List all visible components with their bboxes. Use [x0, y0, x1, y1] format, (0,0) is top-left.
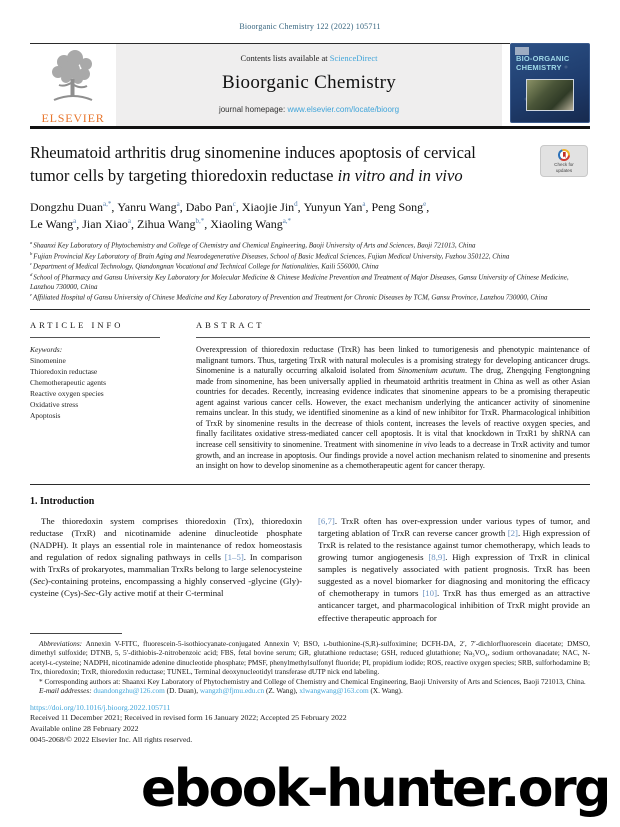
intro-left-column [30, 515, 302, 624]
homepage-prefix: journal homepage: [218, 105, 288, 114]
abstract-segment: . The drug, Zhengqing Fengtongning made from sinomenine, has been universally applied in rheumatoid arthritis treatment in China as well as other Asian countries for decades. Recently, increasing evidence indicates that sinomenine appears to be a promising therapeutic agent against various cancer cells. However, the exact mechanism underlying the anticancer activity of sinomenine remains unclear. In this study, we identified sinomenine as a kind of new inhibitor for TrxR. Pharmacological inhibition of TrxR by sinomenine results in the decrease of thiols content, increases the levels of reactive oxygen species, and finally facilitates oxidative stress-mediated cancer cell apoptosis. It is vital that knockdown in TrxR1 by shRNA can increase cell sensitivity to sinomenine. Treatment with sinomenine [196, 366, 590, 449]
body-text: -Gly active motif at their C-terminal [95, 588, 224, 599]
affiliation [30, 272, 590, 292]
authors-line [30, 199, 530, 234]
doi-link[interactable]: https://doi.org/10.1016/j.bioorg.2022.105711 [30, 702, 171, 712]
author-affil-sup: a,* [282, 216, 292, 225]
affil-text: Department of Medical Technology, Qiandongnan Vocational and Technical College for Nationalities, Kaili 556000, China [33, 262, 379, 271]
journal-cover [510, 43, 590, 126]
keyword-item: Reactive oxygen species [30, 388, 104, 398]
affil-sup: e [30, 291, 33, 297]
article-title-italic: in vitro and in vivo [337, 165, 463, 185]
author-name: Zihua Wang [137, 216, 196, 231]
citation-link[interactable]: [10] [422, 588, 437, 599]
citation-link[interactable]: [2] [507, 527, 518, 538]
author-name: Dongzhu Duan [30, 199, 103, 214]
abstract-column [196, 320, 590, 471]
cover-photo [526, 79, 574, 111]
author-affil-sup: d [294, 199, 298, 208]
elsevier-wordmark: ELSEVIER [41, 111, 105, 125]
journal-homepage-link[interactable]: www.elsevier.com/locate/bioorg [287, 105, 400, 114]
abstract-text [196, 345, 590, 471]
divider [30, 337, 160, 338]
author-name: Peng Song [371, 199, 424, 214]
imprint-block [30, 703, 590, 746]
journal-citation: Bioorganic Chemistry 122 (2022) 105711 [239, 22, 381, 31]
abbreviations-label: Abbreviations: [39, 638, 83, 648]
article-info-column [30, 320, 180, 471]
body-italic: Sec [83, 588, 96, 599]
author [371, 200, 429, 214]
body-text: . In comparison with TrxRs of prokaryotes, mammalian TrxRs belong to large selenocysteine ( [30, 551, 303, 587]
author-affil-sup: a [362, 199, 366, 208]
author [304, 200, 372, 214]
abstract-segment: Overexpression of thioredoxin reductase (TrxR) has been linked to tumorigenesis and phenotypic maintenance of malignant tumors. Thus, targeting TrxR with natural molecules is a promising strategy for developing anticancer drugs. Sinomenine is a naturally occurring alkaloid isolated from [196, 345, 590, 376]
body-text: . TrxR often has over-expression under various types of tumor, and targeting ablation of TrxR can reverse cancer growth [318, 515, 590, 538]
author [186, 200, 242, 214]
journal-cover-image [510, 43, 590, 123]
article-info-heading: ARTICLE INFO [30, 320, 124, 331]
author-name: Yanru Wang [117, 199, 177, 214]
author [242, 200, 304, 214]
author-name: Xiaoling Wang [210, 216, 283, 231]
info-abstract-section [30, 309, 590, 484]
journal-header [30, 43, 590, 129]
affiliation [30, 261, 590, 272]
intro-right-column [318, 515, 590, 624]
author [30, 217, 82, 231]
watermark: ebook-hunter.org [141, 759, 609, 819]
journal-title: Bioorganic Chemistry [222, 72, 396, 93]
abbreviations-note [30, 639, 590, 677]
citation-link[interactable]: [1–5] [224, 551, 244, 562]
elsevier-tree-icon [44, 49, 102, 110]
affil-text: Fujian Provincial Key Laboratory of Brain Aging and Neurodegenerative Diseases, School of Basic Medical Sciences, Fujian Medical University, Fuzhou 350122, China [33, 252, 510, 261]
keyword-item: Thioredoxin reductase [30, 367, 98, 377]
body-text: . TrxR has thus emerged as an attractive anticancer target, and pharmacological inhibition of TrxR might provide an effective therapeutic approach for [318, 588, 590, 623]
check-updates-badge[interactable] [540, 145, 588, 177]
contents-line [124, 53, 494, 63]
body-columns [30, 515, 590, 624]
email-link[interactable]: duandongzhu@126.com [93, 686, 165, 696]
badge-label [554, 162, 574, 173]
author [137, 217, 210, 231]
corresponding-note: * Corresponding authors at: Shaanxi Key Laboratory of Phytochemistry and College of Chemistry and Chemical Engineering, Baoji University of Arts and Sciences, Baoji 721013, China. [39, 676, 586, 686]
citation-link[interactable]: [6,7] [318, 515, 335, 526]
email-owner: (X. Wang). [368, 686, 403, 696]
author-name: Dabo Pan [185, 199, 233, 214]
affil-sup: b [30, 250, 33, 256]
update-ring-icon [558, 149, 570, 161]
keyword-item: Chemotherapeutic agents [30, 377, 107, 387]
abstract-segment: leads to a decrease in TrxR activity and tumor growth, and an increase in apoptosis. Our findings provide a novel action mechanism related to sinomenine and presents an insight on how to develop sinomenine as a chemotherapeutic agent for cancer therapy. [196, 440, 590, 471]
author-affil-sup: b,* [195, 216, 205, 225]
email-link[interactable]: xlwangwang@163.com [299, 686, 369, 696]
journal-banner [116, 44, 502, 126]
author-affil-sup: a [73, 216, 77, 225]
author-name: Yunyun Yan [303, 199, 363, 214]
email-owner: (D. Duan), [164, 686, 200, 696]
bookmark-icon [563, 152, 566, 158]
affiliations-block [30, 240, 590, 302]
contents-prefix: Contents lists available at [240, 53, 330, 63]
article-title-main: Rheumatoid arthritis drug sinomenine induces apoptosis of cervical tumor cells by targeting thioredoxin reductase [30, 143, 476, 185]
abbreviations-text: Annexin V-FITC, fluorescein-5-isothiocyanate-conjugated Annexin V; BSO, ʟ-buthionine-(S,R)-sulfoximine; DCFH-DA, 2′, 7′-dichlorfluorescein diacetate; DMSO, dimethyl sulfoxide; DTNB, 5, 5′-dithiobis-2-nitrobenzoic acid; FBS, fetal bovine serum; GR, glutathione reductase; GSH, reduced glutathione; Na₃VO₄, sodium orthovanadate; NAC, N-acetyl-ʟ-cysteine; NADPH, nicotinamide adenine dinucleotide phosphate; PMSF, phenylmethylsulfonyl fluoride; PI, propidium iodide; ROS, reactive oxygen species; SRB, sulforhodamine B; Trx, thioredoxin; TrxR, thioredoxin reductase; TUNEL, Terminal deoxynucleotidyl transferase dUTP nick end labeling. [30, 638, 590, 677]
author-affil-sup: a [176, 199, 180, 208]
body-text: The thioredoxin system comprises thioredoxin (Trx), thioredoxin reductase (TrxR) and nicotinamide adenine dinucleotide phosphate (NADPH). It plays an essential role in maintenance of redox homeostasis and regulation of redox signaling pathways in cells [30, 515, 302, 562]
citation-link[interactable]: [8,9] [428, 551, 446, 562]
affil-text: School of Pharmacy and Gansu University Key Laboratory for Molecular Medicine & Chinese Medicine Prevention and Treatment of Major Diseases, Gansu University of Chinese Medicine, Lanzhou 730000, China [30, 273, 569, 291]
badge-label-line1: Check for [554, 162, 574, 167]
author [210, 217, 291, 231]
body-text: . High expression of TrxR is related to the resistance against tumor chemotherapy, which leads to growing tumor angiogenesis [318, 527, 590, 562]
email-label: E-mail addresses: [39, 686, 94, 696]
email-link[interactable]: wangzh@fjmu.edu.cn [199, 686, 265, 696]
available-line: Available online 28 February 2022 [30, 724, 139, 734]
author-affil-sup: c [232, 199, 236, 208]
affil-sup: c [30, 261, 33, 267]
body-text: )-containing proteins, encompassing a highly conserved -glycine (Gly)-cysteine (Cys)- [30, 576, 302, 599]
author-affil-sup: a [127, 216, 132, 225]
author-name: Le Wang [30, 216, 74, 231]
received-line: Received 11 December 2021; Received in revised form 16 January 2022; Accepted 25 February 2022 [30, 713, 347, 723]
affiliation [30, 240, 590, 251]
abstract-italic: in vivo [415, 440, 438, 449]
keywords-label: Keywords: [30, 345, 63, 355]
divider [196, 337, 590, 338]
author-affil-sup: e [423, 199, 427, 208]
cover-title: BIO-ORGANIC CHEMISTRY [516, 54, 570, 72]
body-italic: Sec [32, 576, 46, 587]
abstract-heading: ABSTRACT [196, 320, 265, 331]
article-title [30, 142, 516, 188]
badge-label-line2: updates [555, 167, 573, 173]
affil-text: Shaanxi Key Laboratory of Phytochemistry and College of Chemistry and Chemical Engineering, Baoji University of Arts and Sciences, Baoji 721013, China [33, 241, 476, 250]
footnotes [30, 633, 590, 696]
elsevier-logo [30, 44, 116, 126]
author [117, 200, 185, 214]
affil-sup: a [30, 240, 33, 246]
author [30, 200, 117, 214]
affiliation [30, 292, 590, 303]
author-name: Xiaojie Jin [241, 199, 295, 214]
body-text: . High expression of TrxR in clinical samples is negatively associated with patient prognosis. TrxR has been suggested as a novel biomarker for diagnosing and monitoring the efficacy of chemotherapy in tumors [318, 551, 590, 599]
affil-text: Affiliated Hospital of Gansu University of Chinese Medicine and Key Laboratory of Prevention and Treatment for Chronic Diseases by TCM, Gansu Province, Lanzhou 730000, China [33, 293, 548, 302]
homepage-line [124, 105, 494, 114]
abstract-italic: Sinomenium acutum [397, 366, 465, 376]
keyword-item: Sinomenine [30, 356, 66, 366]
affil-sup: d [30, 272, 33, 277]
sciencedirect-link[interactable]: ScienceDirect [329, 53, 378, 63]
title-block [30, 142, 590, 188]
copyright-line: 0045-2068/© 2022 Elsevier Inc. All rights reserved. [30, 734, 193, 744]
affiliation [30, 251, 590, 262]
email-line [30, 686, 590, 695]
email-owner: (Z. Wang), [264, 686, 300, 696]
author [82, 217, 137, 231]
header-left [30, 43, 510, 126]
footnote-separator [30, 633, 122, 634]
author-affil-sup: a,* [102, 199, 112, 208]
keyword-item: Oxidative stress [30, 399, 79, 409]
keyword-item: Apoptosis [30, 410, 61, 420]
introduction-heading: 1. Introduction [30, 495, 95, 507]
author-name: Jian Xiao [82, 216, 128, 231]
